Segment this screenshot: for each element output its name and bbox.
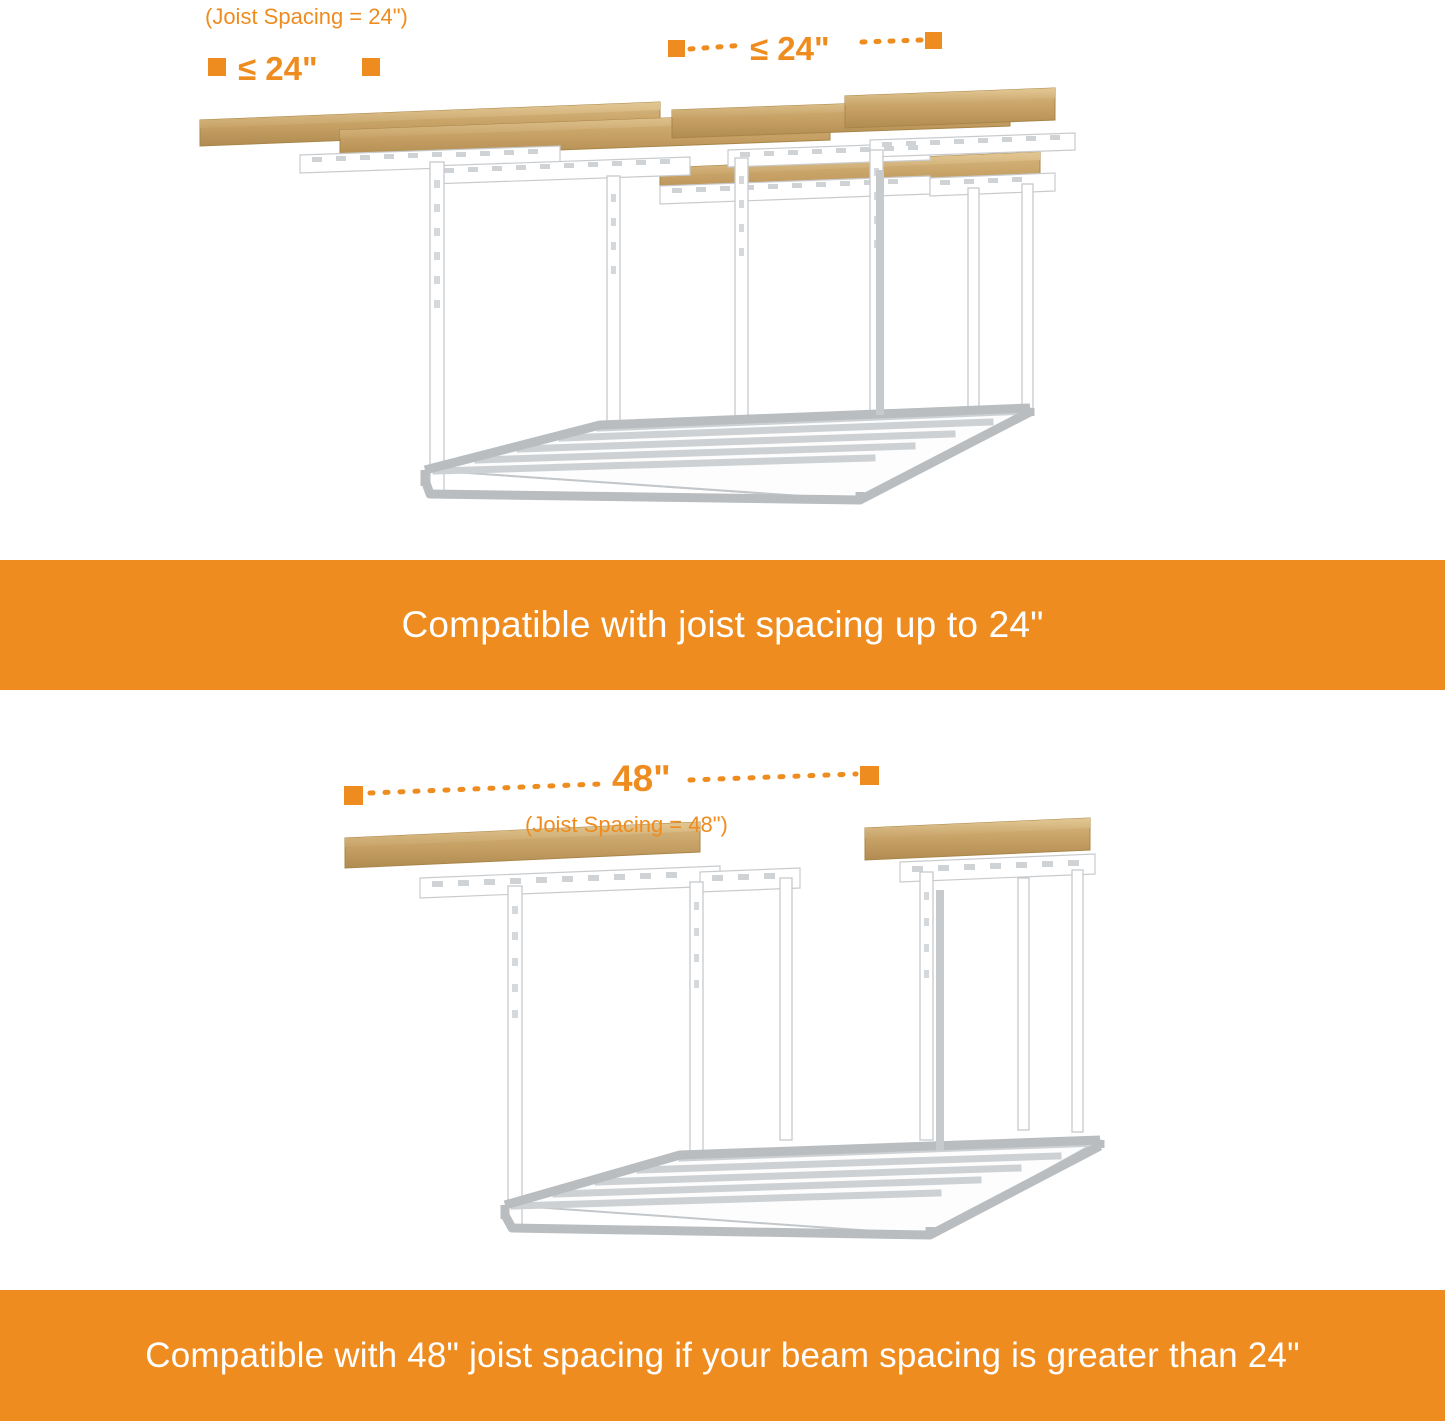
dimension-label-left-24: ≤ 24" (238, 50, 318, 87)
diagram-panel-48in (0, 700, 1445, 1290)
banner-24in-text: Compatible with joist spacing up to 24" (401, 604, 1044, 645)
dimension-label-48: 48" (612, 758, 671, 799)
joist-spacing-note-24: (Joist Spacing = 24") (205, 4, 408, 29)
banner-48in-text: Compatible with 48" joist spacing if your beam spacing is greater than 24" (145, 1335, 1300, 1375)
banner-24in (0, 560, 1445, 690)
rack-illustration-24in (0, 0, 1445, 560)
rack-illustration-48in (0, 700, 1445, 1290)
diagram-panel-24in (0, 0, 1445, 560)
dimension-label-right-24: ≤ 24" (750, 30, 830, 67)
banner-48in (0, 1290, 1445, 1421)
joist-spacing-note-48: (Joist Spacing = 48") (525, 812, 728, 837)
post-perforations-48 (512, 892, 929, 1018)
